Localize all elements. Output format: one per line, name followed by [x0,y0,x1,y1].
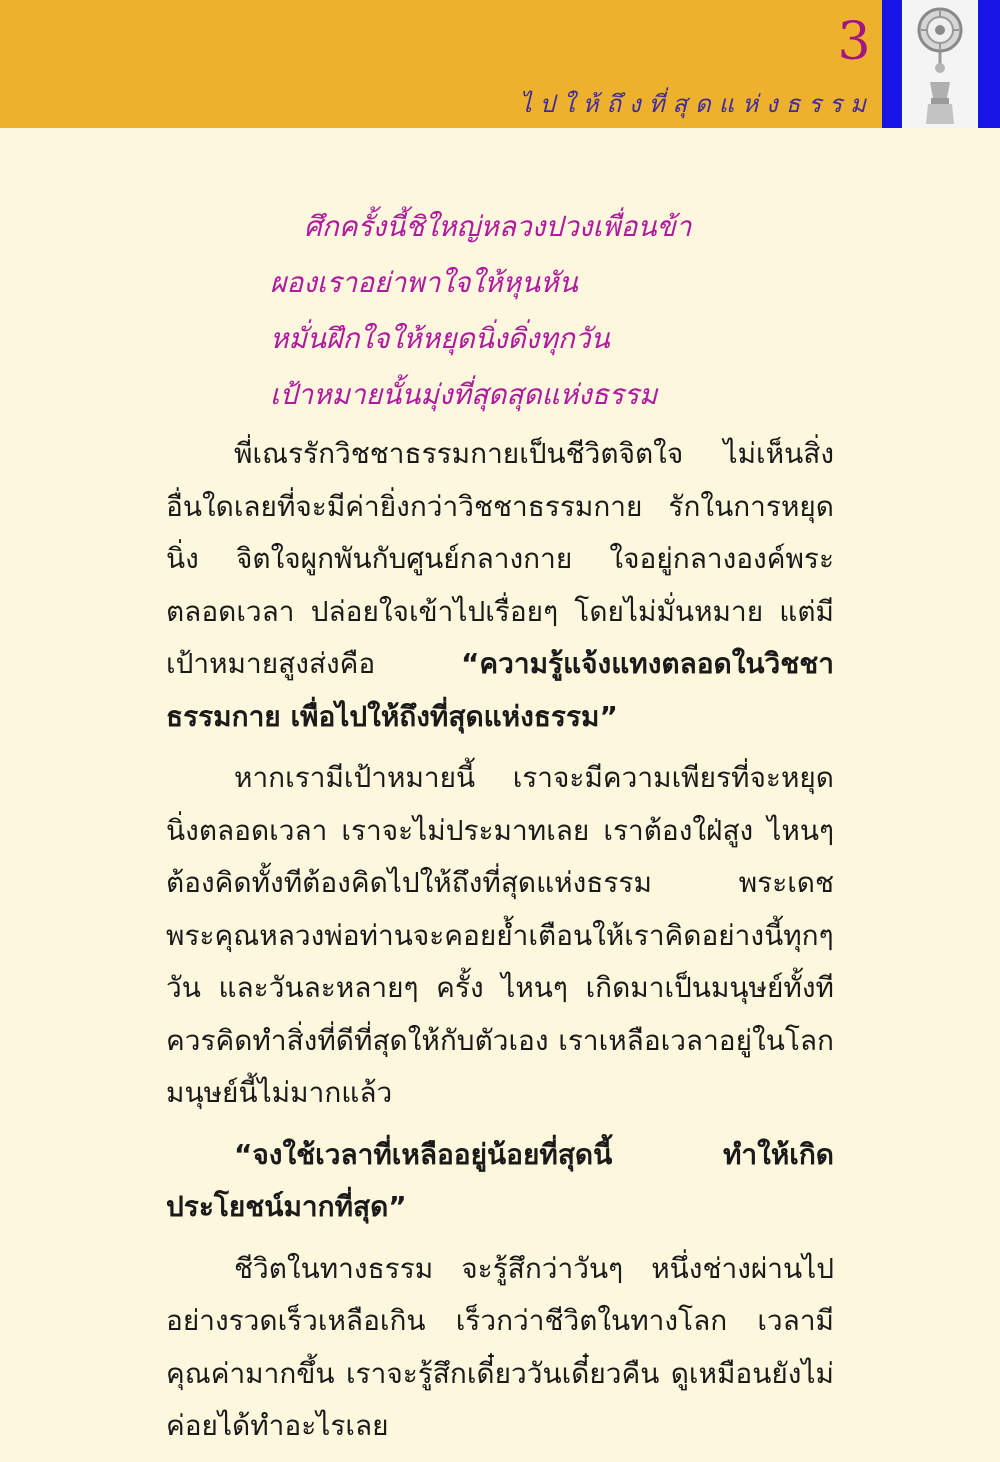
blue-stripe-right [978,0,1000,128]
poem-line-1: ศึกครั้งนี้ชิใหญ่หลวงปวงเพื่อนข้า [304,210,692,243]
paragraph-2: หากเรามีเป้าหมายนี้ เราจะมีความเพียรที่จะหยุดนิ่งตลอดเวลา เราจะไม่ประมาทเลย เราต้องใฝ่สูง ไหนๆ ต้องคิดทั้งทีต้องคิดไปให้ถึงที่สุดแห่งธรรม พระเดชพระคุณหลวงพ่อท่านจะคอยย้ำเตือนให้เราคิดอย่างนี้ทุกๆ วัน และวันละหลายๆ ครั้ง ไหนๆ เกิดมาเป็นมนุษย์ทั้งที ควรคิดทำสิ่งที่ดีที่สุดให้กับตัวเอง เราเหลือเวลาอยู่ในโลกมนุษย์นี้ไม่มากแล้ว [166,761,834,1109]
header-band [0,0,1000,128]
paragraph-4: ชีวิตในทางธรรม จะรู้สึกว่าวันๆ หนึ่งช่างผ่านไปอย่างรวดเร็วเหลือเกิน เร็วกว่าชีวิตในทางโลก เวลามีคุณค่ามากขึ้น เราจะรู้สึกเดี๋ยววันเดี๋ยวคืน ดูเหมือนยังไม่ค่อยได้ทำอะไรเลย [166,1251,834,1442]
page-number: 3 [837,12,871,72]
blue-stripe-left [882,0,902,128]
poem-line-4: เป้าหมายนั้นมุ่งที่สุดสุดแห่งธรรม [270,378,658,411]
paragraph-1-text: พี่เณรรักวิชชาธรรมกายเป็นชีวิตจิตใจ ไม่เห็นสิ่งอื่นใดเลยที่จะมีค่ายิ่งกว่าวิชชาธรรมกาย รักในการหยุดนิ่ง จิตใจผูกพันกับศูนย์กลางกาย ใจอยู่กลางองค์พระตลอดเวลา ปล่อยใจเข้าไปเรื่อยๆ โดยไม่มั่นหมาย แต่มีเป้าหมายสูงส่งคือ [166,437,834,680]
poem-line-3: หมั่นฝึกใจให้หยุดนิ่งดิ่งทุกวัน [270,322,610,355]
dhammachakra-emblem-icon [910,2,970,126]
running-title: ไปให้ถึงที่สุดแห่งธรรม [519,90,874,118]
highlighted-quote: “จงใช้เวลาที่เหลืออยู่น้อยที่สุดนี้ ทำให้เกิดประโยชน์มากที่สุด” [166,1137,834,1223]
paragraph-1 [166,428,834,743]
poem-line-2: ผองเราอย่าพาใจให้หุนหัน [270,266,578,299]
body-text [166,428,834,1462]
paragraph-1-quote: “ความรู้แจ้งแทงตลอดในวิชชาธรรมกาย เพื่อไปให้ถึงที่สุดแห่งธรรม” [166,647,834,733]
